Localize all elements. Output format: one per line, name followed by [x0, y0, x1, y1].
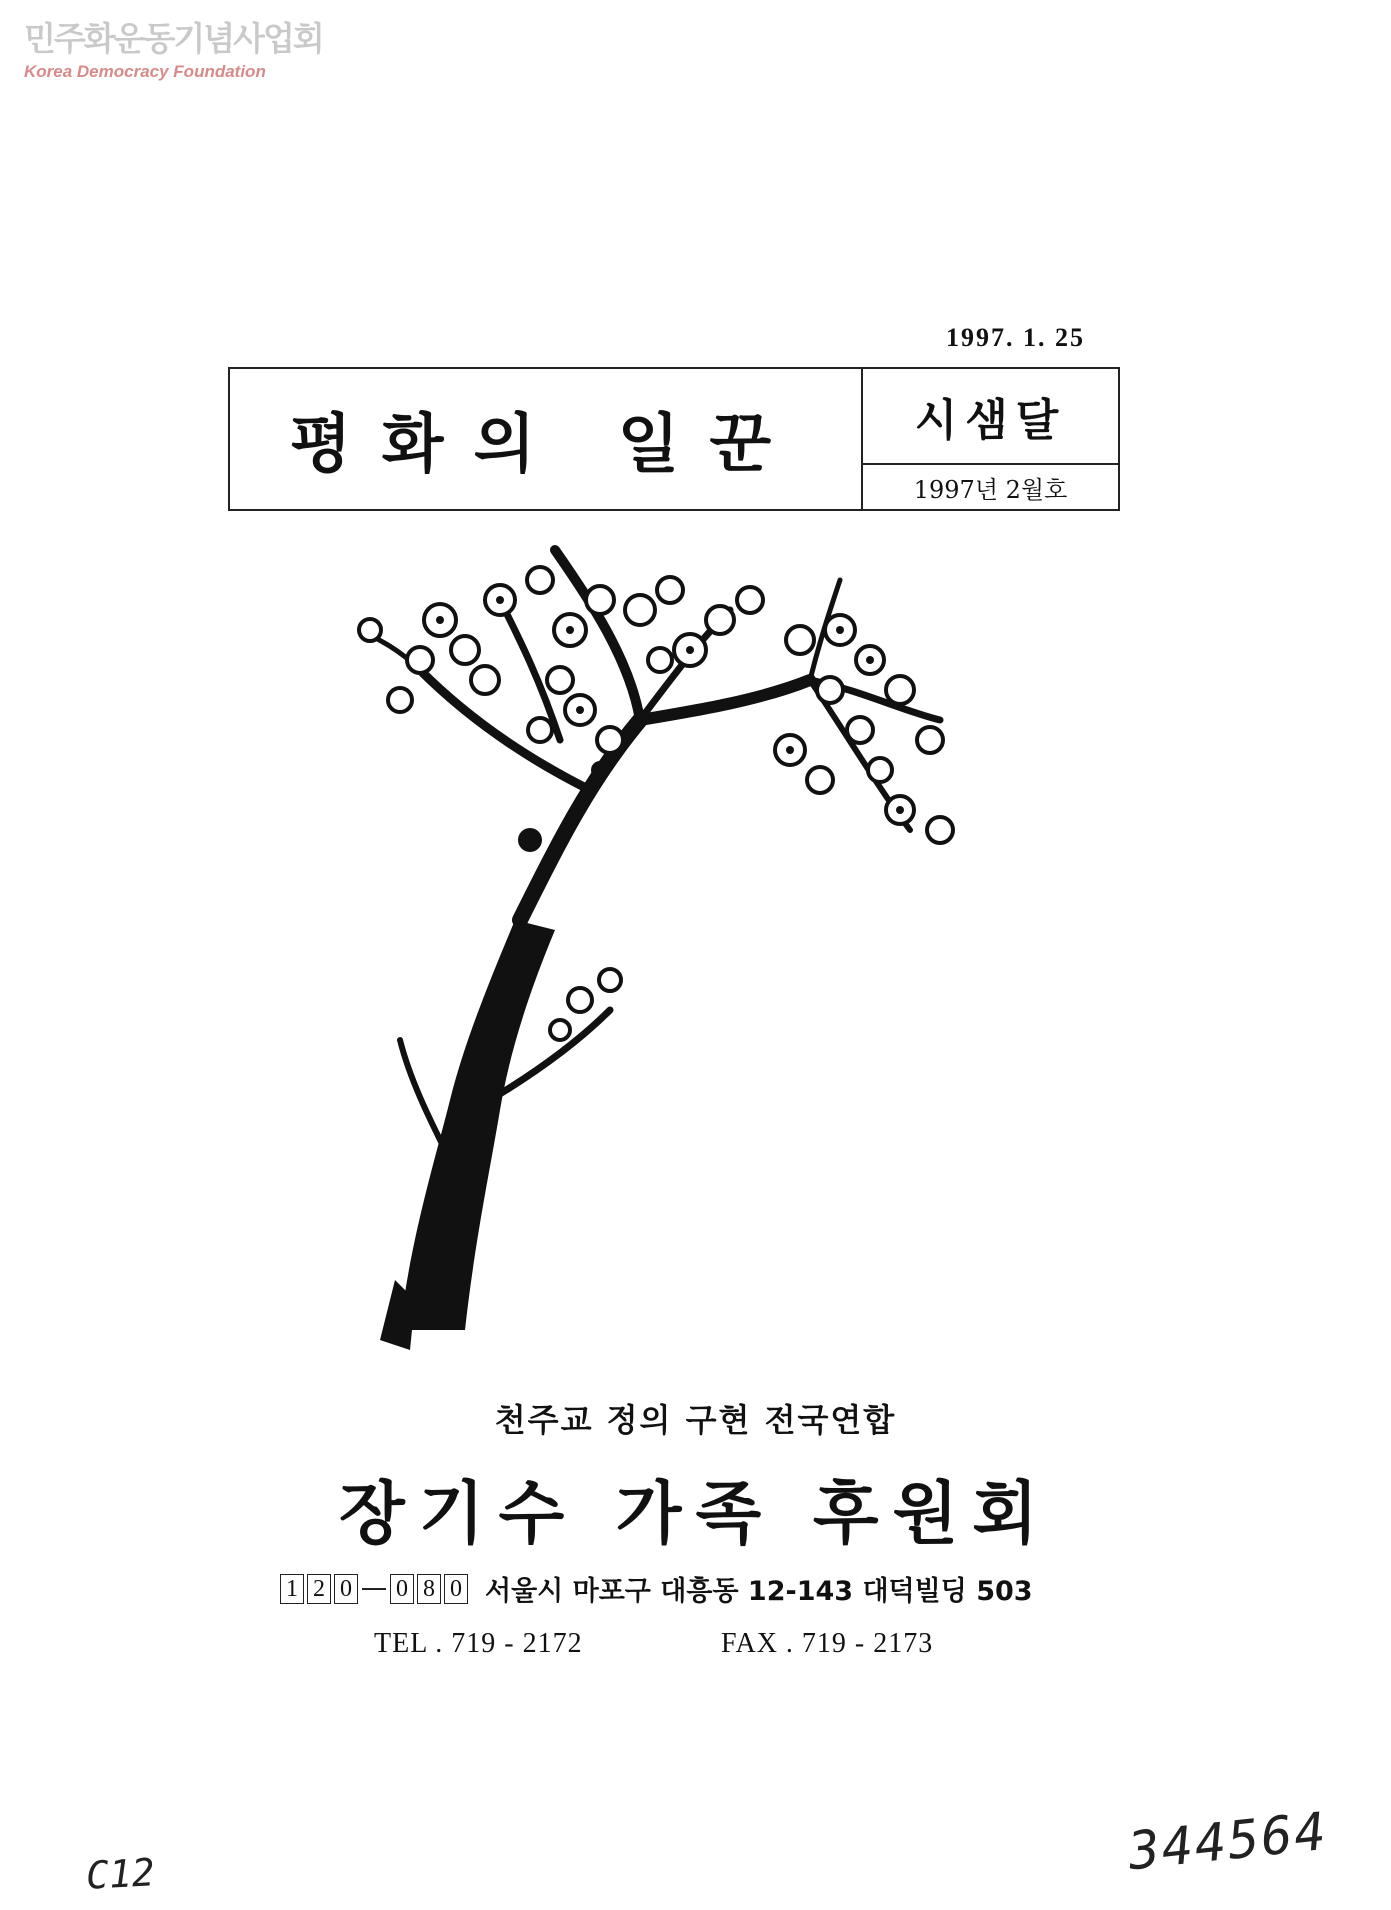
zip-digit: 0: [390, 1574, 414, 1604]
zip-digit: 1: [280, 1574, 304, 1604]
zip-digit: 0: [334, 1574, 358, 1604]
masthead-box: [228, 367, 1120, 511]
masthead-title: 평화의 일꾼: [230, 369, 863, 509]
handwritten-page-note: C12: [84, 1850, 156, 1898]
masthead-side: [863, 369, 1118, 509]
zip-code: [280, 1574, 471, 1604]
plum-blossom-illustration: [340, 540, 1040, 1360]
watermark-english: Korea Democracy Foundation: [24, 62, 266, 81]
watermark-korean: 민주화운동기념사업회: [24, 19, 323, 58]
street-address: 서울시 마포구 대흥동 12-143 대덕빌딩 503: [485, 1576, 1033, 1607]
watermark-logo: [24, 19, 323, 82]
zip-dash: [362, 1588, 386, 1590]
handwritten-archive-number: 344564: [1125, 1801, 1331, 1883]
organization-name: 천주교 정의 구현 전국연합: [494, 1401, 897, 1439]
zip-digit: 0: [444, 1574, 468, 1604]
fax-number: FAX . 719 - 2173: [721, 1628, 934, 1659]
newsletter-name: 시샘달: [863, 369, 1118, 465]
issue-label: 1997년 2월호: [913, 475, 1068, 504]
zip-digit: 8: [417, 1574, 441, 1604]
address-line: [280, 1569, 1033, 1608]
main-title: 장기수 가족 후원회: [339, 1474, 1052, 1554]
telephone: TEL . 719 - 2172: [374, 1628, 583, 1659]
document-date: 1997. 1. 25: [946, 323, 1085, 352]
zip-digit: 2: [307, 1574, 331, 1604]
